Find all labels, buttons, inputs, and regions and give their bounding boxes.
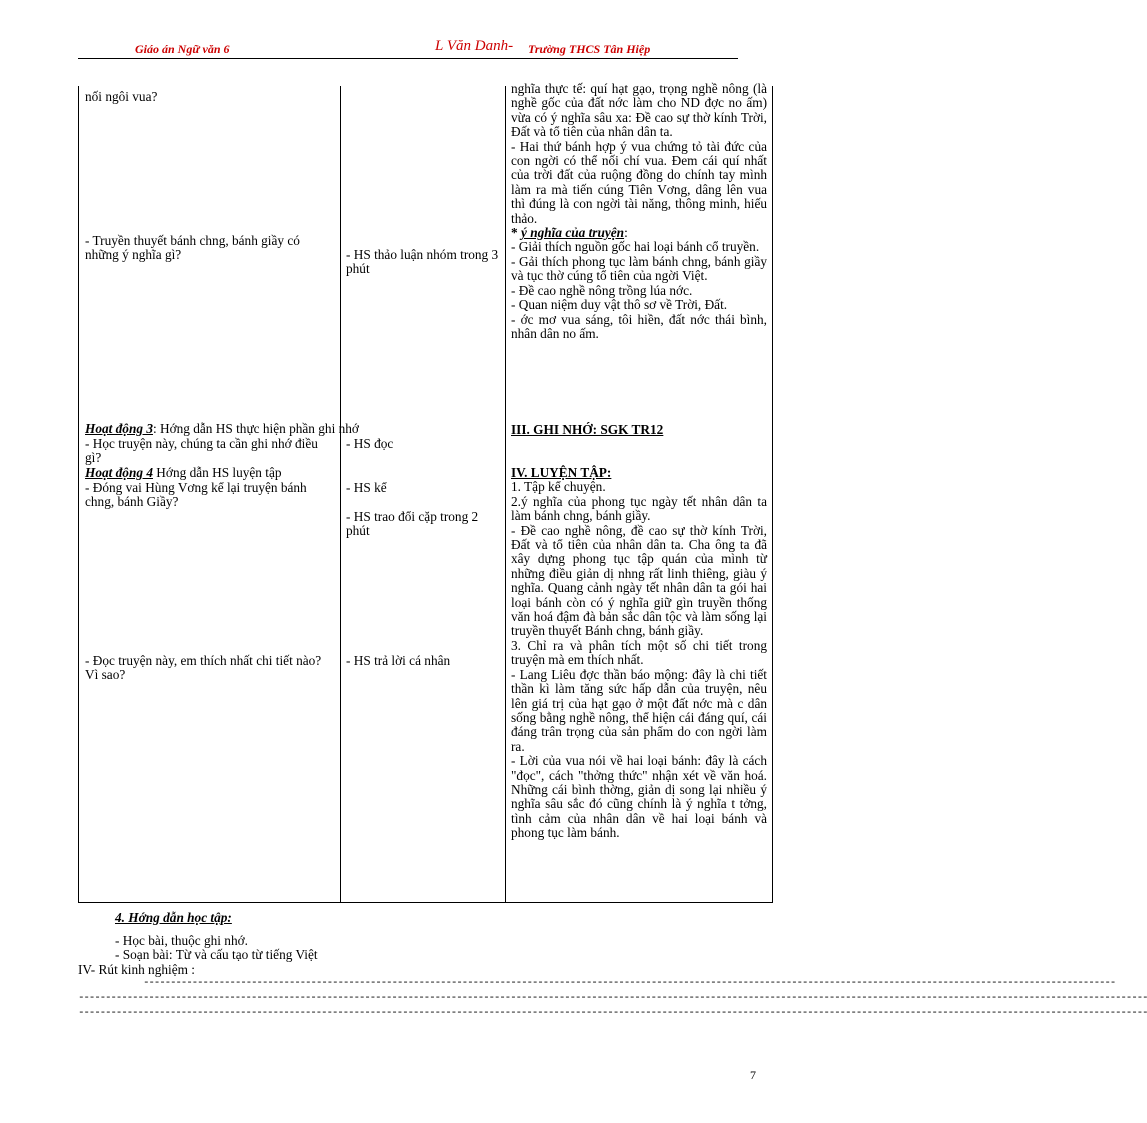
question-chi-tiet: - Đọc truyện này, em thích nhất chi tiết nào? Vì sao? <box>85 653 322 683</box>
section-4-heading: 4. Hớng dẫn học tập: <box>115 910 232 925</box>
content-paragraph: - Quan niệm duy vật thô sơ về Trời, Đất. <box>511 297 728 313</box>
activity-3-label: Hoạt động 3 <box>85 421 153 436</box>
table-divider-2 <box>505 86 506 902</box>
content-lower <box>511 466 767 841</box>
homework-item: - Học bài, thuộc ghi nhớ. <box>115 933 248 948</box>
content-paragraph: 2.ý nghĩa của phong tục ngày tết nhân dân ta làm bánh chng, bánh giầy. <box>511 493 767 524</box>
y-nghia-heading: * ý nghĩa của truyện: <box>511 225 628 241</box>
activity-trao-doi: - HS trao đổi cặp trong 2 phút <box>346 509 479 539</box>
content-paragraph: 3. Chỉ ra và phân tích một số chi tiết trong truyện mà em thích nhất. <box>511 637 767 668</box>
dotted-line: ------------------------------------------------------------------------------------------------------------------------------------------------------------------------------------------------------ <box>78 992 1147 1004</box>
table-border-left <box>78 86 79 902</box>
content-paragraph: - Lang Liêu đợc thần báo mộng: đây là chi tiết thần kì làm tăng sức hấp dẫn của truyện, nêu lên giá trị của hạt gạo ở một đất nớc mà c dân sống bằng nghề nông, thể hiện cái đáng quí, cái đáng trân trọng của sản phẩm do con ngời làm ra. <box>511 666 767 754</box>
question-y-nghia: - Truyền thuyết bánh chng, bánh giầy có những ý nghĩa gì? <box>85 233 300 263</box>
luyen-tap-heading: IV. LUYỆN TẬP: <box>511 465 612 480</box>
question-noi-ngoi: nối ngôi vua? <box>85 89 158 104</box>
activity-tra-loi: - HS trả lời cá nhân <box>346 653 451 668</box>
activity-4-label: Hoạt động 4 <box>85 465 153 480</box>
content-paragraph: 1. Tập kể chuyện. <box>511 479 606 495</box>
table-border-bottom <box>78 902 773 903</box>
dotted-line: ------------------------------------------------------------------------------------------------------------------------------------------------------------------------------------------------------ <box>78 1007 1147 1019</box>
content-paragraph: - ớc mơ vua sáng, tôi hiền, đất nớc thái bình, nhân dân no ấm. <box>511 311 767 341</box>
dotted-line: ------------------------------------------------------------------------------------------------------------------------------------------------------------------------------------ <box>143 977 1116 989</box>
table-border-right <box>772 86 773 902</box>
activity-thao-luan: - HS thảo luận nhóm trong 3 phút <box>346 247 499 277</box>
rut-kinh-nghiem-label: IV- Rút kinh nghiệm : <box>78 962 195 977</box>
content-paragraph: - Đề cao nghề nông trồng lúa nớc. <box>511 282 693 298</box>
activity-3-text: : Hớng dẫn HS thực hiện phần ghi nhớ <box>152 421 359 436</box>
homework-item: - Soạn bài: Từ và cấu tạo từ tiếng Việt <box>115 947 318 962</box>
page-number: 7 <box>750 1068 756 1082</box>
content-upper <box>511 82 767 341</box>
header-subject: Giáo án Ngữ văn 6 <box>135 42 230 56</box>
y-nghia-title: ý nghĩa của truyện <box>520 225 625 241</box>
question-dong-vai: - Đóng vai Hùng Vơng kể lại truyện bánh chng, bánh Giầy? <box>85 480 307 510</box>
content-paragraph: - Giải thích nguồn gốc hai loại bánh cổ truyền. <box>511 239 760 255</box>
table-divider-1 <box>340 86 341 902</box>
activity-4-text: Hớng dẫn HS luyện tập <box>152 465 282 480</box>
activity-3-heading <box>85 422 445 436</box>
content-paragraph: - Lời của vua nói về hai loại bánh: đây là cách "đọc", cách "thởng thức" nhận xét về văn hoá. Những cái bình thờng, giản dị song lại nhiều ý nghĩa sâu sắc đó cũng chính là ý nghĩa t tởng, tình cảm của nhân dân về hai loại bánh và phong tục làm bánh. <box>511 753 767 841</box>
activity-4-heading <box>85 466 385 480</box>
content-paragraph: - Hai thứ bánh hợp ý vua chứng tỏ tài đức của con ngời có thể nối chí vua. Đem cái quí nhất của trời đất của ruộng đồng do chính tay mình làm ra mà tiến cúng Tiên Vơng, dâng lên vua thì đúng là con ngời tài năng, thông minh, hiếu thảo. <box>511 138 767 226</box>
header-author: L Văn Danh- <box>435 38 514 54</box>
header-rule <box>78 58 738 59</box>
content-paragraph: nghĩa thực tế: quí hạt gạo, trọng nghề nông (là nghề gốc của đất nớc làm cho ND đợc no ấm) vừa có ý nghĩa sâu xa: Đề cao sự thờ kính Trời, Đất và tổ tiên của nhân dân ta. <box>511 81 767 140</box>
activity-hs-doc: - HS đọc <box>346 436 394 451</box>
header-school: Trường THCS Tân Hiệp <box>528 42 651 56</box>
content-paragraph: - Gải thích phong tục làm bánh chng, bánh giầy và tục thờ cúng tổ tiên của ngời Việt. <box>511 253 767 284</box>
activity-hs-ke: - HS kể <box>346 480 387 495</box>
question-ghi-nho: - Học truyện này, chúng ta cần ghi nhớ điều gì? <box>85 436 318 466</box>
ghi-nho-heading: III. GHI NHỚ: SGK TR12 <box>511 422 664 437</box>
content-paragraph: - Đề cao nghề nông, đề cao sự thờ kính Trời, Đất và tổ tiên của nhân dân ta. Cha ông ta đã xây dựng phong tục tập quán của mình từ những điều giản dị nhng rất linh thiêng, giàu ý nghĩa. Quang cảnh ngày tết nhân dân ta gói hai loại bánh còn có ý nghĩa giữ gìn truyền thống văn hoá đậm đà bản sắc dân tộc và làm sống lại truyền thuyết Bánh chng, bánh giầy. <box>511 522 767 639</box>
